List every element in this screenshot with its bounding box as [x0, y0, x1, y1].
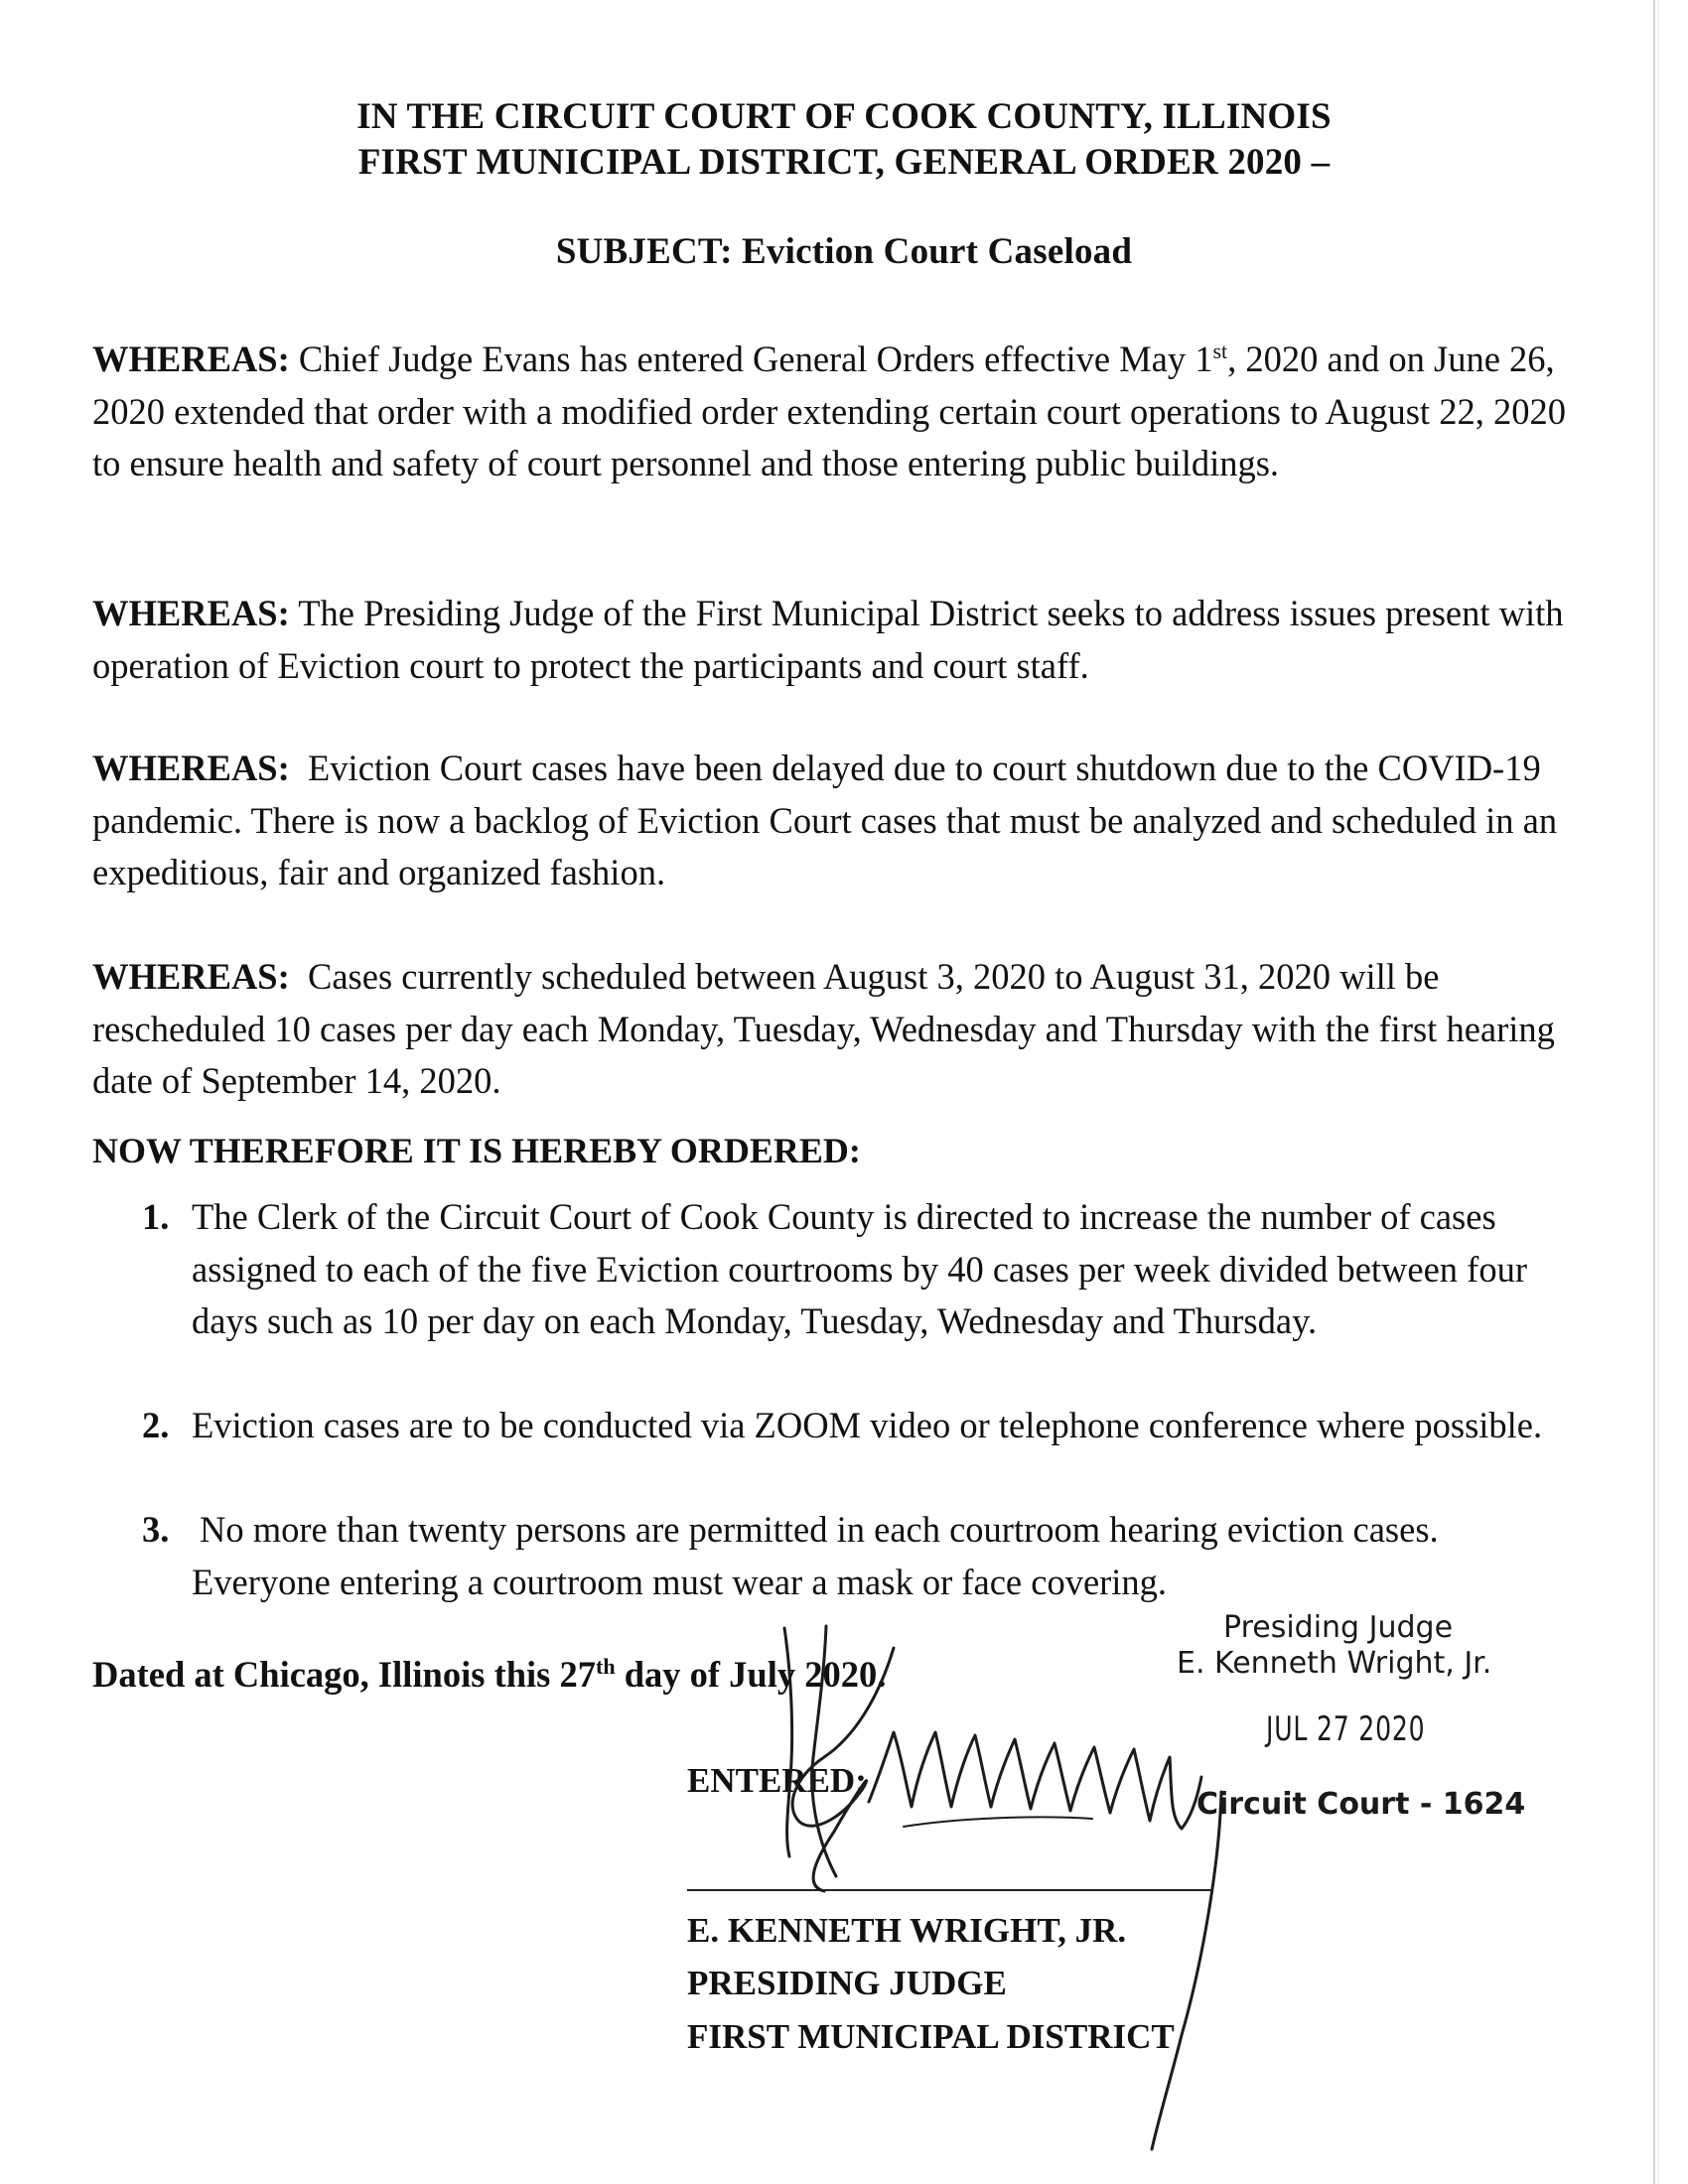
- order-number: 2.: [142, 1405, 170, 1445]
- whereas-paragraph-1: [92, 326, 1572, 490]
- order-text: No more than twenty persons are permitted in each courtroom hearing eviction cases. Everyone entering a courtroom must wear a mask or face covering.: [192, 1509, 1439, 1602]
- whereas-text: The Presiding Judge of the First Municipal District seeks to address issues present with operation of Eviction court to protect the participants and court staff.: [92, 593, 1564, 686]
- dated-text-continued: day of July 2020.: [615, 1654, 887, 1695]
- signature-stroke: [792, 1648, 894, 1891]
- whereas-paragraph-4: [92, 951, 1572, 1108]
- stamp-title: Presiding Judge: [1223, 1610, 1454, 1645]
- whereas-label: WHEREAS:: [92, 339, 290, 380]
- scan-edge-line-faint: [1658, 0, 1659, 2184]
- stamp-court: Circuit Court - 1624: [1196, 1787, 1526, 1822]
- whereas-label: WHEREAS:: [92, 593, 290, 633]
- ordinal-suffix: th: [596, 1653, 616, 1679]
- whereas-text: Cases currently scheduled between August 3, 2020 to August 31, 2020 will be rescheduled 10 cases per day each Monday, Tuesday, Wednesday and Thursday with the first hearing date of September 14, 2020.: [92, 956, 1565, 1101]
- entered-label: ENTERED:: [687, 1761, 867, 1800]
- signer-title: PRESIDING JUDGE: [687, 1964, 1007, 2002]
- dated-text: Dated at Chicago, Illinois this 27: [92, 1654, 596, 1695]
- order-item-1: [142, 1191, 1562, 1348]
- whereas-text: Eviction Court cases have been delayed due to court shutdown due to the COVID-19 pandemic. There is now a backlog of Eviction Court cases that must be analyzed and scheduled in an expeditious, fair and organized fashion.: [92, 748, 1567, 892]
- ordered-heading: NOW THEREFORE IT IS HEREBY ORDERED:: [92, 1131, 861, 1170]
- signature-stroke: [904, 1817, 1092, 1827]
- signer-district: FIRST MUNICIPAL DISTRICT: [687, 2017, 1175, 2056]
- order-text: Eviction cases are to be conducted via ZOOM video or telephone conference where possible.: [192, 1405, 1543, 1445]
- whereas-text-continued: , 2020 and on June 26, 2020 extended that order with a modified order extending certain court operations to August 22, 2020 to ensure health and safety of court personnel and those entering public buildings.: [92, 339, 1566, 484]
- ordinal-suffix: st: [1212, 339, 1228, 363]
- whereas-paragraph-2: [92, 588, 1572, 692]
- signature-stroke: [991, 1739, 1110, 1813]
- order-item-2: [142, 1400, 1562, 1452]
- whereas-label: WHEREAS:: [92, 956, 290, 997]
- signer-name: E. KENNETH WRIGHT, JR.: [687, 1911, 1127, 1950]
- order-number: 3.: [142, 1509, 170, 1550]
- order-number: 1.: [142, 1196, 170, 1237]
- whereas-label: WHEREAS:: [92, 748, 290, 788]
- stamp-date: JUL 27 2020: [1266, 1709, 1426, 1749]
- subject-line: SUBJECT: Eviction Court Caseload: [555, 231, 1133, 272]
- signature-stroke: [784, 1628, 792, 1856]
- signature-stroke: [869, 1732, 991, 1807]
- whereas-text: Chief Judge Evans has entered General Orders effective May 1: [289, 339, 1213, 380]
- handwritten-signature: [755, 1608, 1350, 2164]
- stamp-name: E. Kenneth Wright, Jr.: [1177, 1646, 1492, 1681]
- order-text: The Clerk of the Circuit Court of Cook County is directed to increase the number of cases assigned to each of the five Eviction courtrooms by 40 cases per week divided between four days such as 10 per day on each Monday, Tuesday, Wednesday and Thursday.: [192, 1196, 1527, 1341]
- signature-stroke: [1110, 1749, 1201, 1829]
- whereas-paragraph-3: [92, 743, 1572, 899]
- court-title: IN THE CIRCUIT COURT OF COOK COUNTY, ILLINOIS: [356, 96, 1332, 137]
- signature-stroke: [1152, 1792, 1221, 2149]
- order-item-3: [142, 1504, 1562, 1608]
- district-order-title: FIRST MUNICIPAL DISTRICT, GENERAL ORDER 2020 –: [357, 142, 1331, 183]
- scan-edge-line: [1653, 0, 1655, 2184]
